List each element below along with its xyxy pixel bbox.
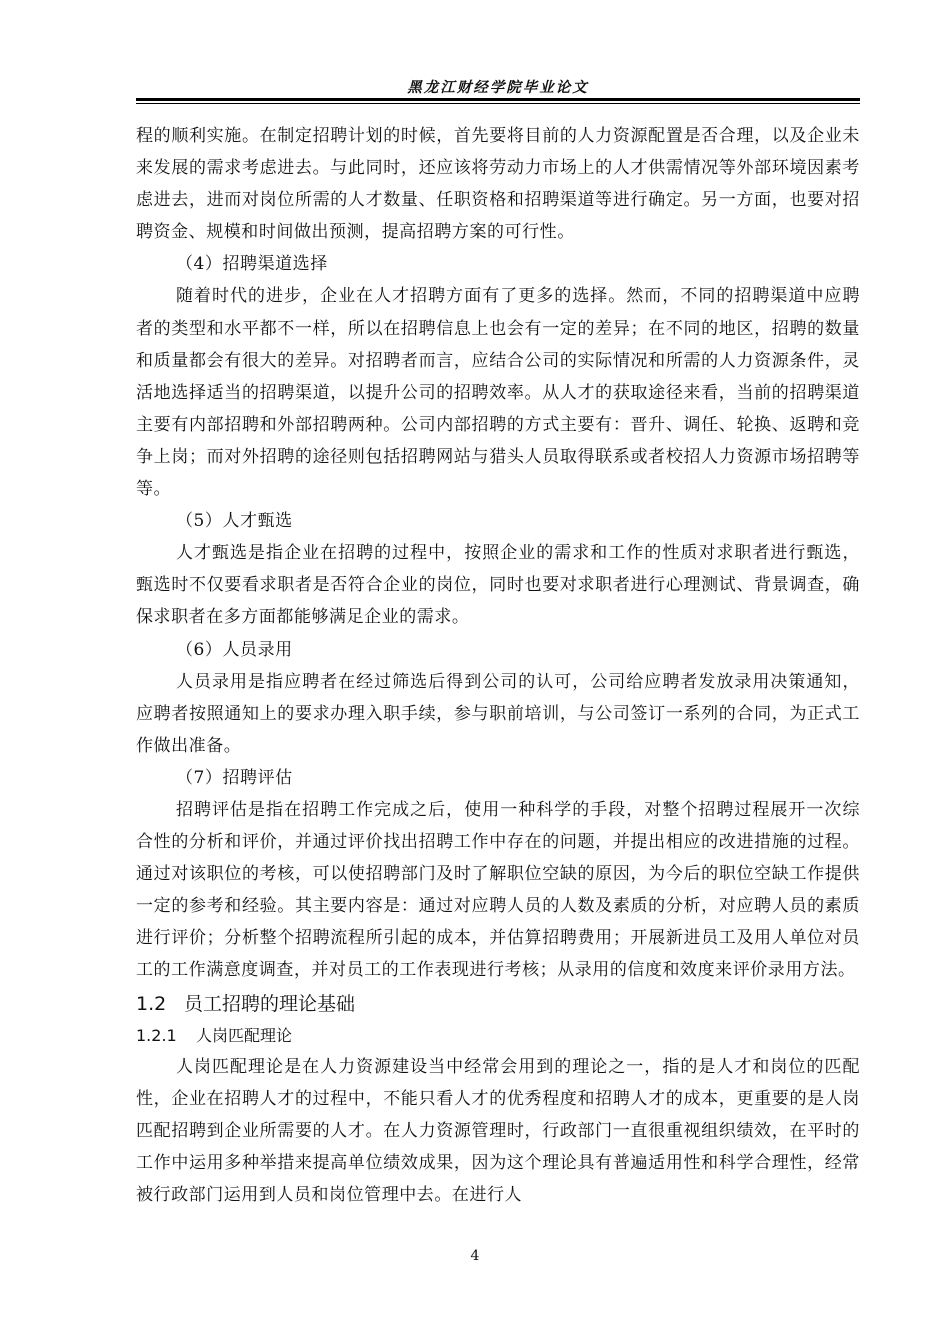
subsection-title: 人岗匹配理论 xyxy=(196,1025,293,1045)
subheading-recruitment-evaluation: （7）招聘评估 xyxy=(176,767,293,788)
main-body xyxy=(136,120,860,1211)
paragraph-recruitment-evaluation: 招聘评估是指在招聘工作完成之后，使用一种科学的手段，对整个招聘过程展开一次综合性的分析和评价，并通过评价找出招聘工作中存在的问题，并提出相应的改进措施的过程。通过对该职位的考核，可以使招聘部门及时了解职位空缺的原因，为今后的职位空缺工作提供一定的参考和经验。其主要内容是：通过对应聘人员的人数及素质的分析，对应聘人员的素质进行评价；分析整个招聘流程所引起的成本，并估算招聘费用；开展新进员工及用人单位对员工的工作满意度调查，并对员工的工作表现进行考核；从录用的信度和效度来评价录用方法。 xyxy=(136,799,860,981)
paragraph-hiring: 人员录用是指应聘者在经过筛选后得到公司的认可，公司给应聘者发放录用决策通知，应聘者按照通知上的要求办理入职手续，参与职前培训，与公司签订一系列的合同，为正式工作做出准备。 xyxy=(136,671,860,756)
subsection-heading xyxy=(136,1021,860,1051)
subheading-channel-selection: （4）招聘渠道选择 xyxy=(176,254,328,275)
section-title: 员工招聘的理论基础 xyxy=(184,992,356,1015)
section-heading xyxy=(136,987,860,1021)
header-rule-thin xyxy=(136,103,860,104)
subheading-talent-screening: （5）人才甄选 xyxy=(176,511,293,532)
section-number: 1.2 xyxy=(136,992,167,1015)
paragraph-person-job-fit: 人岗匹配理论是在人力资源建设当中经常会用到的理论之一，指的是人才和岗位的匹配性，企业在招聘人才的过程中，不能只看人才的优秀程度和招聘人才的成本，更重要的是人岗匹配招聘到企业所需要的人才。在人力资源管理时，行政部门一直很重视组织绩效，在平时的工作中运用多种举措来提高单位绩效成果，因为这个理论具有普遍适用性和科学合理性，经常被行政部门运用到人员和岗位管理中去。在进行人 xyxy=(136,1056,860,1205)
paragraph-plan-continuation: 程的顺利实施。在制定招聘计划的时候，首先要将目前的人力资源配置是否合理，以及企业未来发展的需求考虑进去。与此同时，还应该将劳动力市场上的人才供需情况等外部环境因素考虑进去，进而对岗位所需的人才数量、任职资格和招聘渠道等进行确定。另一方面，也要对招聘资金、规模和时间做出预测，提高招聘方案的可行性。 xyxy=(136,126,860,243)
subheading-hiring: （6）人员录用 xyxy=(176,639,293,660)
header-rule-thick xyxy=(136,98,860,101)
paragraph-talent-screening: 人才甄选是指企业在招聘的过程中，按照企业的需求和工作的性质对求职者进行甄选，甄选时不仅要看求职者是否符合企业的岗位，同时也要对求职者进行心理测试、背景调查，确保求职者在多方面都能够满足企业的需求。 xyxy=(136,543,860,628)
paragraph-channel-selection: 随着时代的进步，企业在人才招聘方面有了更多的选择。然而，不同的招聘渠道中应聘者的类型和水平都不一样，所以在招聘信息上也会有一定的差异；在不同的地区，招聘的数量和质量都会有很大的差异。对招聘者而言，应结合公司的实际情况和所需的人力资源条件，灵活地选择适当的招聘渠道，以提升公司的招聘效率。从人才的获取途径来看，当前的招聘渠道主要有内部招聘和外部招聘两种。公司内部招聘的方式主要有：晋升、调任、轮换、返聘和竞争上岗；而对外招聘的途径则包括招聘网站与猎头人员取得联系或者校招人力资源市场招聘等等。 xyxy=(136,286,860,500)
subsection-number: 1.2.1 xyxy=(136,1025,177,1045)
page-number: 4 xyxy=(470,1248,480,1264)
running-header: 黑龙江财经学院毕业论文 xyxy=(407,80,589,96)
